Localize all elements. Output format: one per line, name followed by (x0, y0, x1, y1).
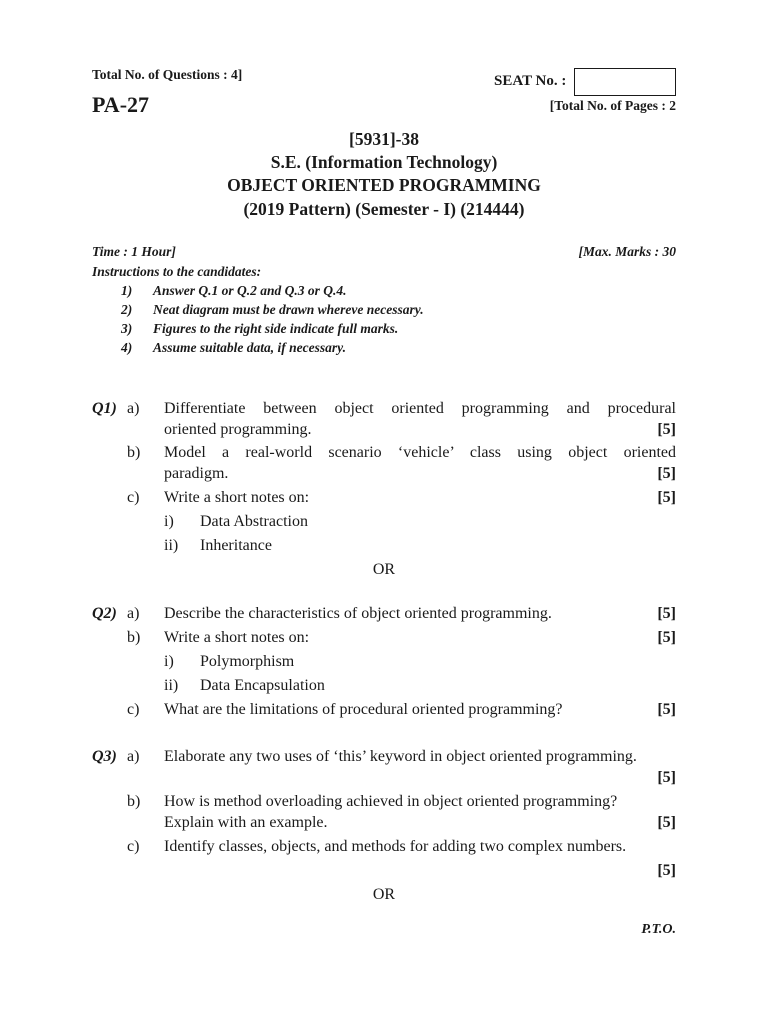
question-text: Model a real-world scenario ‘vehicle’ class using object oriented (164, 444, 676, 461)
subquestion-label: b) (127, 629, 141, 646)
or-separator: OR (372, 561, 396, 578)
sub-item-text: Inheritance (200, 537, 272, 554)
subquestion-label: b) (127, 444, 141, 461)
question-text: Explain with an example. (164, 814, 328, 831)
question-text: Describe the characteristics of object oriented programming. (164, 605, 552, 622)
exam-code: [5931]-38 (349, 129, 419, 149)
subquestion-label: c) (127, 838, 140, 855)
question-text: Write a short notes on: (164, 489, 310, 506)
marks-label: [5] (657, 489, 676, 506)
subquestion-label: a) (127, 748, 140, 765)
subquestion-label: b) (127, 793, 141, 810)
sub-item-label: ii) (164, 677, 179, 694)
question-text: paradigm. (164, 465, 229, 482)
sub-item-label: i) (164, 513, 174, 530)
question-text: Write a short notes on: (164, 629, 310, 646)
instruction-num: 3) (121, 321, 133, 336)
marks-label: [5] (657, 769, 676, 786)
instruction-num: 4) (121, 340, 133, 355)
marks-label: [5] (657, 605, 676, 622)
question-text: Differentiate between object oriented programming and procedural (164, 400, 676, 417)
pto-label: P.T.O. (641, 922, 676, 937)
question-text: What are the limitations of procedural oriented programming? (164, 701, 563, 718)
time-label: Time : 1 Hour] (92, 244, 176, 259)
subquestion-label: a) (127, 605, 140, 622)
subquestion-label: c) (127, 701, 140, 718)
question-text: How is method overloading achieved in object oriented programming? (164, 793, 618, 810)
question-text: Identify classes, objects, and methods for adding two complex numbers. (164, 838, 627, 855)
max-marks: [Max. Marks : 30 (578, 244, 676, 259)
marks-label: [5] (657, 465, 676, 482)
sub-item-text: Data Encapsulation (200, 677, 325, 694)
question-text: Elaborate any two uses of ‘this’ keyword in object oriented programming. (164, 748, 637, 765)
sub-item-text: Data Abstraction (200, 513, 308, 530)
marks-label: [5] (657, 701, 676, 718)
marks-label: [5] (657, 629, 676, 646)
instruction-num: 2) (121, 302, 133, 317)
seat-label: SEAT No. : (494, 73, 567, 89)
paper-code: PA-27 (92, 92, 150, 117)
seat-number-box[interactable] (574, 68, 676, 96)
question-number: Q3) (92, 748, 117, 765)
marks-label: [5] (657, 421, 676, 438)
question-number: Q2) (92, 605, 117, 622)
instruction-text: Neat diagram must be drawn whereve necessary. (153, 302, 424, 317)
sub-item-label: i) (164, 653, 174, 670)
total-pages: [Total No. of Pages : 2 (549, 98, 676, 113)
marks-label: [5] (657, 814, 676, 831)
instruction-text: Figures to the right side indicate full marks. (153, 321, 399, 336)
question-text: oriented programming. (164, 421, 312, 438)
subquestion-label: a) (127, 400, 140, 417)
subquestion-label: c) (127, 489, 140, 506)
or-separator: OR (372, 886, 396, 903)
pattern-line: (2019 Pattern) (Semester - I) (214444) (243, 199, 525, 219)
marks-label: [5] (657, 862, 676, 879)
instruction-num: 1) (121, 283, 133, 298)
course-title: S.E. (Information Technology) (270, 152, 498, 172)
subject-title: OBJECT ORIENTED PROGRAMMING (227, 175, 541, 195)
instructions-heading: Instructions to the candidates: (92, 264, 262, 279)
total-questions: Total No. of Questions : 4] (92, 67, 243, 82)
instruction-text: Assume suitable data, if necessary. (153, 340, 347, 355)
instruction-text: Answer Q.1 or Q.2 and Q.3 or Q.4. (153, 283, 347, 298)
sub-item-label: ii) (164, 537, 179, 554)
sub-item-text: Polymorphism (200, 653, 295, 670)
question-number: Q1) (92, 400, 117, 417)
